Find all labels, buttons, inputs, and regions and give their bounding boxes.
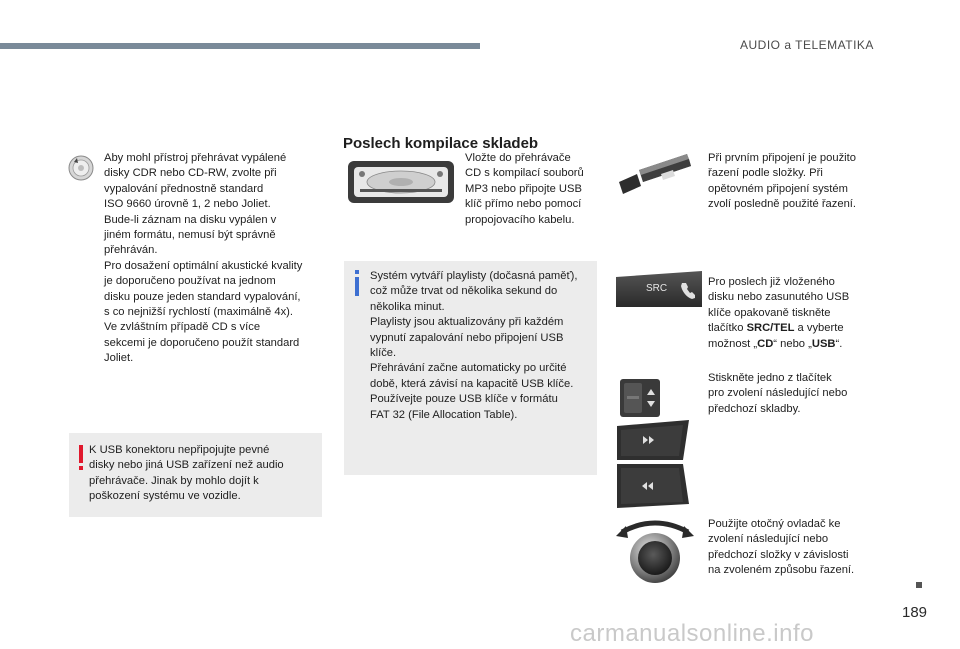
usb-key-image: [617, 152, 693, 196]
cd-player-image: [346, 159, 456, 205]
src-text-part2: a vyberte možnost „: [708, 322, 844, 350]
src-text-part3: “ nebo „: [773, 337, 812, 350]
src-instruction-text: [708, 275, 898, 352]
cd-icon: [68, 155, 94, 181]
page-number: 189: [902, 604, 928, 621]
cd-burning-note: Aby mohl přístroj přehrávat vypálené disky CDR nebo CD-RW, zvolte při vypalování přednostně standard ISO 9660 úrovně 1, 2 nebo Joliet. Bude-li záznam na disku vypálen v jiném formátu, nemusí být správně přehráván. Pro dosažení optimální akustické kvality je doporučeno používat na jednom disku pouze jeden standard vypalování, s co nejnižší rychlostí (maximálně 4x). Ve zvláštním případě CD s více sekcemi je doporučeno použít standard Joliet.: [104, 152, 303, 365]
src-tel-button[interactable]: [614, 271, 704, 307]
usb-first-connect-text: Při prvním připojení je použito řazení podle složky. Při opětovném připojení systém zvolí posledně použité řazení.: [708, 152, 857, 211]
previous-track-button[interactable]: [617, 464, 689, 508]
src-text-part1: Pro poslech již vloženého disku nebo zasunutého USB klíče opakovaně tiskněte tlačítko: [708, 276, 850, 335]
src-button-label: SRC: [646, 283, 668, 294]
playlist-info-text: Systém vytváří playlisty (dočasná paměť), což může trvat od několika sekund do několika minut. Playlisty jsou aktualizovány při každém vypnutí zapalování nebo připojení USB klíče. Přehrávání začne automaticky po určité době, která závisí na kapacitě USB klíče. Používejte pouze USB klíče v formátu FAT 32 (File Allocation Table).: [370, 270, 578, 421]
header-bar: [0, 43, 480, 49]
cd-option: CD: [757, 337, 774, 350]
insert-media-text: Vložte do přehrávače CD s kompilací souborů MP3 nebo připojte USB klíč přímo nebo pomocí propojovacího kabelu.: [465, 152, 584, 226]
next-track-button[interactable]: [617, 420, 689, 460]
continuation-marker: [916, 582, 922, 588]
chapter-title: AUDIO a TELEMATIKA: [740, 38, 874, 52]
track-buttons-text: Stiskněte jedno z tlačítek pro zvolení následující nebo předchozí skladby.: [708, 372, 848, 415]
usb-option: USB: [811, 337, 836, 350]
up-down-button[interactable]: [620, 379, 660, 417]
usb-warning-text: K USB konektoru nepřipojujte pevné disky nebo jiná USB zařízení než audio přehrávače. Jinak by mohlo dojít k poškození systému ve vozidle.: [89, 444, 284, 503]
warning-icon: [77, 445, 85, 471]
src-text-part4: “.: [835, 337, 843, 350]
rotary-knob-text: Použijte otočný ovladač ke zvolení následující nebo předchozí složky v závislosti na zvoleném způsobu řazení.: [708, 518, 855, 577]
rotary-knob[interactable]: [614, 518, 696, 584]
watermark: carmanualsonline.info: [570, 620, 814, 647]
src-tel-key: SRC/TEL: [746, 322, 795, 335]
info-icon: [352, 270, 362, 296]
section-title: Poslech kompilace skladeb: [343, 135, 539, 152]
